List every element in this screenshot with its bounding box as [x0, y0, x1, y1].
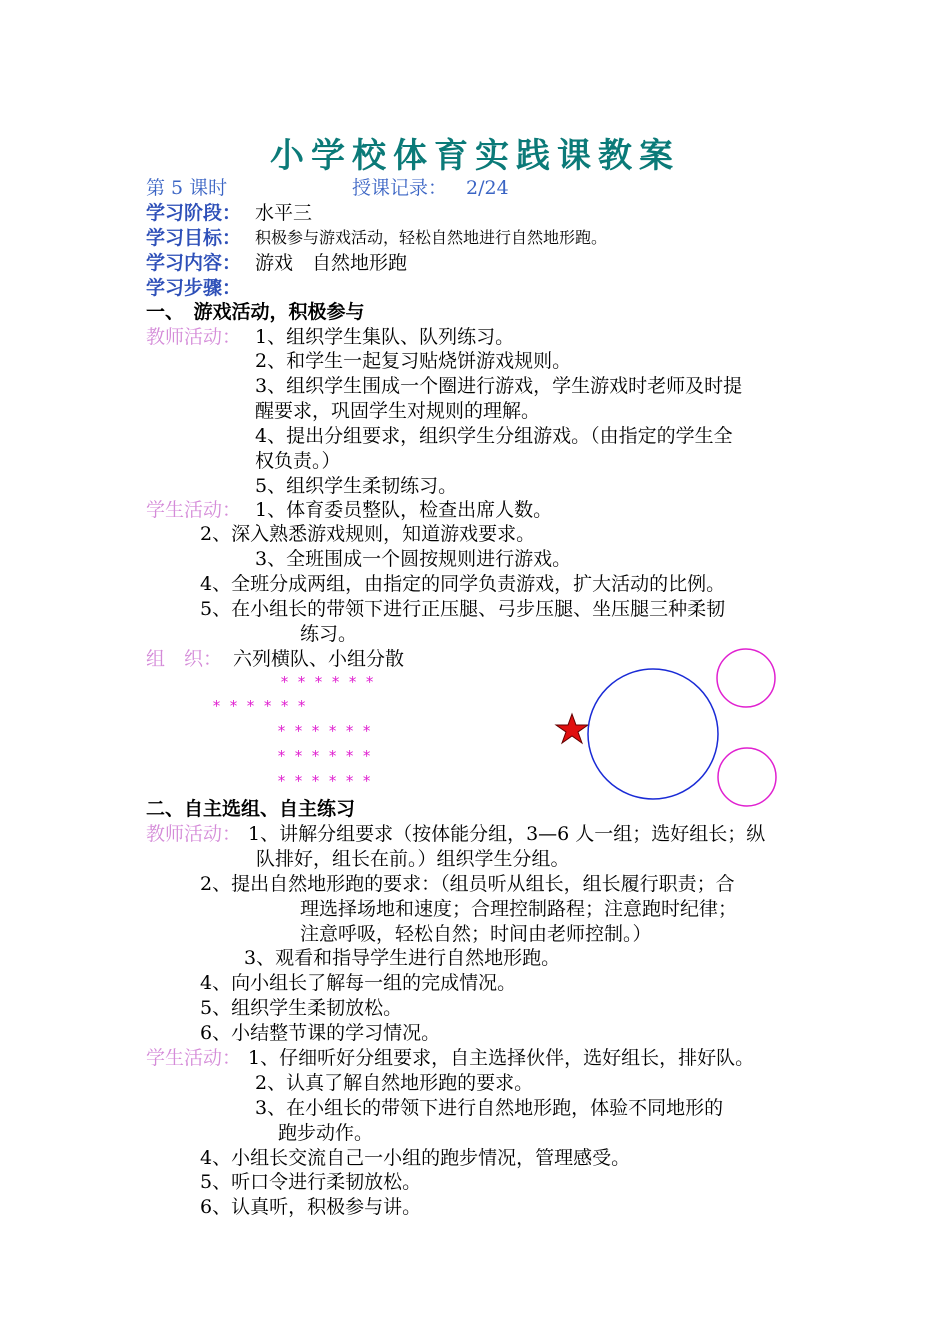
formation-row: ******	[212, 697, 315, 715]
list-item: 2、认真了解自然地形跑的要求。	[255, 1072, 534, 1094]
small-circle-bottom	[718, 748, 776, 806]
list-item: 4、向小组长了解每一组的完成情况。	[200, 972, 517, 994]
list-item: 队排好，组长在前。）组织学生分组。	[256, 848, 570, 870]
record-label: 授课记录：	[352, 177, 448, 199]
list-item: 3、组织学生围成一个圈进行游戏，学生游戏时老师及时提	[255, 375, 743, 397]
list-item: 5、组织学生柔韧放松。	[200, 997, 403, 1019]
small-circle-top	[717, 649, 775, 707]
list-item: 2、和学生一起复习贴烧饼游戏规则。	[255, 350, 572, 372]
section2-teacher-label: 教师活动：	[146, 823, 242, 845]
goal-label: 学习目标：	[146, 227, 242, 249]
stage-label: 学习阶段：	[146, 202, 242, 224]
list-item: 5、在小组长的带领下进行正压腿、弓步压腿、坐压腿三种柔韧	[200, 598, 726, 620]
list-item: 权负责。）	[255, 450, 341, 472]
list-item: 理选择场地和速度；合理控制路程；注意跑时纪律；	[300, 898, 738, 920]
list-item: 5、组织学生柔韧练习。	[255, 475, 458, 497]
list-item: 4、小组长交流自己一小组的跑步情况，管理感受。	[200, 1147, 631, 1169]
list-item: 1、体育委员整队，检查出席人数。	[255, 499, 553, 521]
list-item: 练习。	[300, 623, 358, 645]
list-item: 2、提出自然地形跑的要求：（组员听从组长，组长履行职责；合	[200, 873, 735, 895]
list-item: 5、听口令进行柔韧放松。	[200, 1171, 422, 1193]
list-item: 3、观看和指导学生进行自然地形跑。	[244, 947, 561, 969]
section2-heading: 二、自主选组、自主练习	[146, 798, 356, 820]
org-value: 六列横队、小组分散	[233, 648, 405, 670]
list-item: 4、提出分组要求，组织学生分组游戏。（由指定的学生全	[255, 425, 733, 447]
content-label: 学习内容：	[146, 252, 242, 274]
list-item: 6、认真听，积极参与讲。	[200, 1196, 422, 1218]
large-circle	[588, 669, 718, 799]
list-item: 3、在小组长的带领下进行自然地形跑，体验不同地形的	[255, 1097, 724, 1119]
section2-student-label: 学生活动：	[146, 1047, 242, 1069]
list-item: 4、全班分成两组，由指定的同学负责游戏，扩大活动的比例。	[200, 573, 726, 595]
section1-heading: 一、 游戏活动，积极参与	[146, 301, 365, 323]
page-title: 小学校体育实践课教案	[270, 136, 680, 176]
list-item: 1、仔细听好分组要求，自主选择伙伴，选好组长，排好队。	[248, 1047, 755, 1069]
formation-row: ******	[277, 772, 380, 790]
list-item: 1、讲解分组要求（按体能分组，3—6 人一组；选好组长；纵	[248, 823, 766, 845]
stage-value: 水平三	[255, 202, 313, 224]
red-star-icon	[556, 714, 588, 743]
formation-diagram	[550, 640, 790, 815]
record-value: 2/24	[466, 177, 509, 199]
formation-row: ******	[280, 673, 383, 691]
content-value: 游戏 自然地形跑	[255, 252, 408, 274]
formation-row: ******	[277, 747, 380, 765]
list-item: 3、全班围成一个圆按规则进行游戏。	[255, 548, 572, 570]
list-item: 跑步动作。	[278, 1122, 374, 1144]
steps-label: 学习步骤：	[146, 277, 242, 299]
list-item: 1、组织学生集队、队列练习。	[255, 326, 515, 348]
list-item: 6、小结整节课的学习情况。	[200, 1022, 441, 1044]
lesson-number: 第 5 课时	[146, 177, 228, 199]
list-item: 醒要求，巩固学生对规则的理解。	[255, 400, 541, 422]
section1-teacher-label: 教师活动：	[146, 326, 242, 348]
list-item: 注意呼吸，轻松自然；时间由老师控制。）	[300, 923, 652, 945]
list-item: 2、深入熟悉游戏规则，知道游戏要求。	[200, 523, 536, 545]
section1-student-label: 学生活动：	[146, 499, 242, 521]
formation-row: ******	[277, 722, 380, 740]
goal-value: 积极参与游戏活动，轻松自然地进行自然地形跑。	[255, 228, 608, 247]
org-label: 组 织：	[146, 648, 223, 670]
